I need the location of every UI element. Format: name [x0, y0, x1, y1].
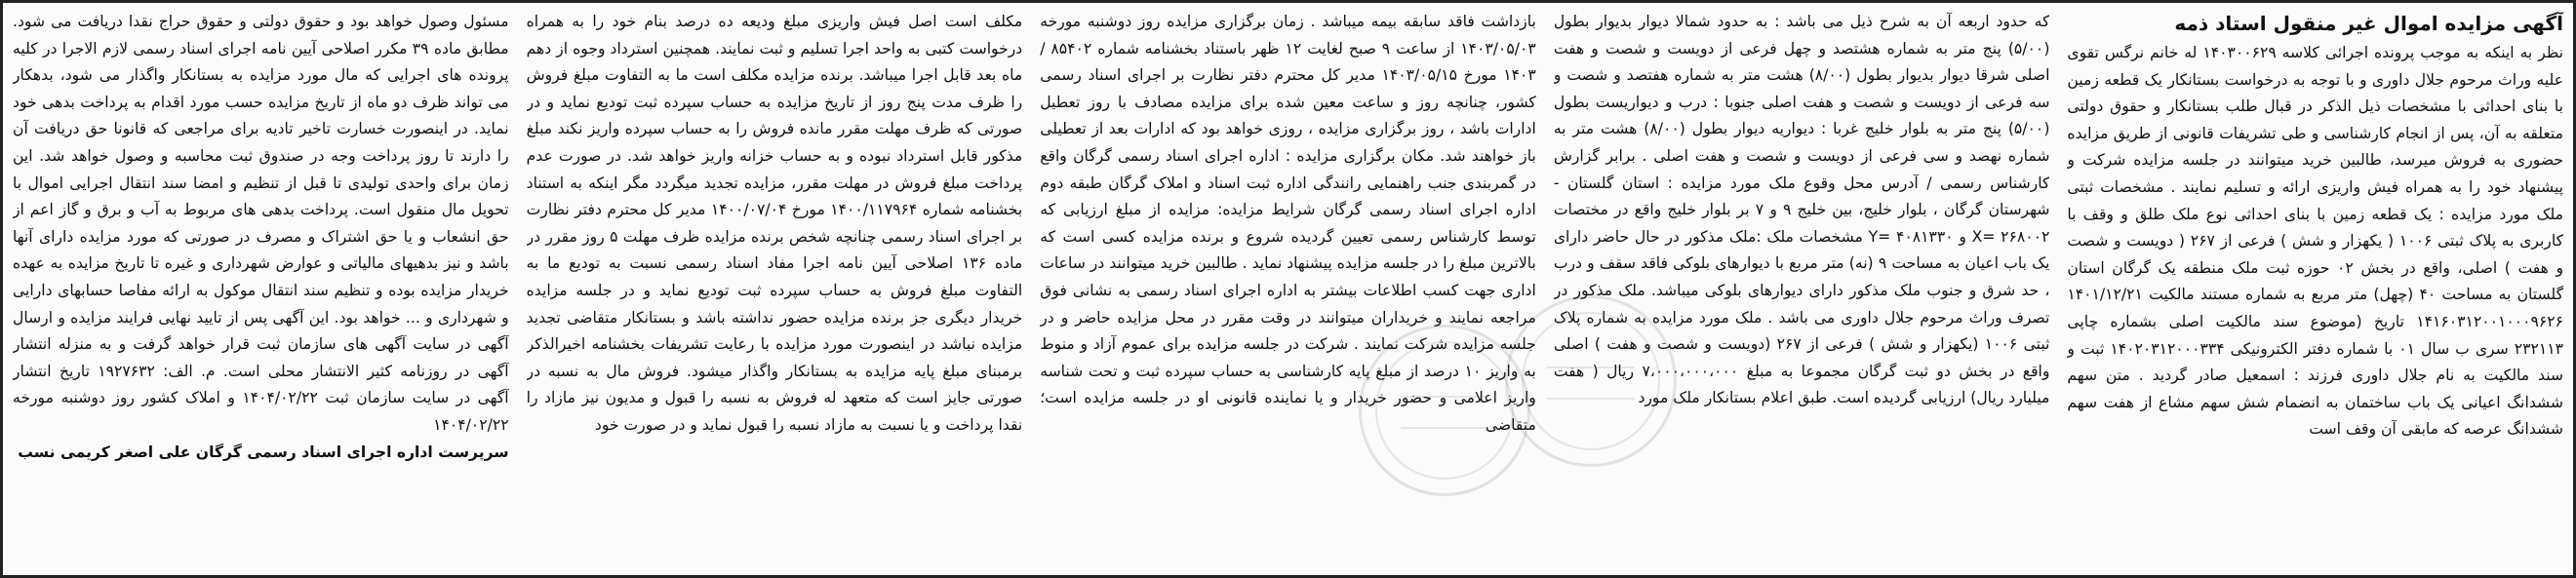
- column-5-text: مسئول وصول خواهد بود و حقوق دولتی و حقوق حراج نقدا دریافت می شود. مطابق ماده ۳۹ مکرر اصلاحی آیین نامه اجرای اسناد رسمی لازم الاجرا در کلیه پرونده های اجرایی که مال مورد مزایده به بستانکار واگذار می شود، بدهکار می تواند ظرف دو ماه از تاریخ مزایده حسب مورد اقدام به پرداخت بدهی خود نماید. در اینصورت خسارت تاخیر تادیه برای مراجعی که قانونا حق دریافت آن را دارند تا روز پرداخت وجه در صندوق ثبت محاسبه و وصول خواهد شد. این زمان برای واحدی تولیدی تا قبل از تنظیم و امضا سند انتقال اجرایی اموال با تحویل مال منقول است. پرداخت بدهی های مربوط به آب و برق و گاز اعم از حق انشعاب و یا حق اشتراک و مصرف در صورتی که مورد مزایده دارای آنها باشد و نیز بدهیهای مالیاتی و عوارض شهرداری و غیره تا تاریخ مزایده به عهده خریدار مزایده بوده و تنظیم سند انتقال موکول به ارائه مفاصا حسابهای دارایی و شهرداری و ... خواهد بود. این آگهی پس از تایید نهایی فرایند مزایده و ارسال آگهی در سایت آگهی های سازمان ثبت قرار خواهد گرفت و به منزله انتشار آگهی در روزنامه کثیر الانتشار محلی است. م. الف: ۱۹۲۷۶۳۲ تاریخ انتشار آگهی در سایت سازمان ثبت ۱۴۰۴/۰۲/۲۲ و املاک کشور روز دوشنبه مورخه ۱۴۰۴/۰۲/۲۲: [13, 13, 509, 434]
- column-3-text: بازداشت فاقد سابقه بیمه میباشد . زمان برگزاری مزایده روز دوشنبه مورخه ۱۴۰۳/۰۵/۰۳ از ساعت ۹ صبح لغایت ۱۲ ظهر باستناد بخشنامه شماره ۸۵۴۰۲ / ۱۴۰۳ مورخ ۱۴۰۳/۰۵/۱۵ مدیر کل محترم دفتر نظارت بر اجرای اسناد رسمی کشور، چنانچه روز و ساعت معین شده برای مزایده مصادف با روز تعطیل ادارات باشد ، روز برگزاری مزایده ، روزی خواهد بود که ادارات بعد از تعطیلی باز خواهند شد. مکان برگزاری مزایده : اداره اجرای اسناد رسمی گرگان واقع در گمربندی جنب راهنمایی رانندگی اداره ثبت اسناد و املاک گرگان طبقه دوم اداره اجرای اسناد رسمی گرگان شرایط مزایده: مزایده از مبلغ ارزیابی که توسط کارشناس رسمی تعیین گردیده شروع و برنده مزایده کسی است که بالاترین مبلغ را در جلسه مزایده پیشنهاد نماید . طالبین خرید میتوانند در ساعات اداری جهت کسب اطلاعات بیشتر به اداره اجرای اسناد رسمی به نشانی فوق مراجعه نمایند و خریداران میتوانند در وقت مقرر در محل مزایده حاضر و در جلسه مزایده شرکت نمایند . شرکت در جلسه مزایده برای عموم آزاد و منوط به واریز ۱۰ درصد از مبلغ پایه کارشناسی به حساب سپرده ثبت و تحت شناسه واریز اعلامی و حضور خریدار و یا نماینده قانونی او در جلسه مزایده است؛ متقاضی: [1040, 13, 1536, 434]
- column-2: [1554, 9, 2050, 569]
- column-1-text: نظر به اینکه به موجب پرونده اجرائی کلاسه ۱۴۰۳۰۰۶۲۹ له خانم نرگس تقوی علیه وراث مرحوم جلال داوری و با توجه به درخواست بستانکار یک قطعه زمین با بنای احداثی با مشخصات ذیل الذکر در قبال طلب بستانکار و حقوق دولتی متعلقه به آن، پس از انجام کارشناسی و طی تشریفات قانونی از طریق مزایده حضوری به فروش میرسد، طالبین خرید میتوانند در جلسه مزایده شرکت و پیشنهاد خود را به همراه فیش واریزی ارائه و تسلیم نمایند . مشخصات ثبتی ملک مورد مزایده : یک قطعه زمین با بنای احداثی نوع ملک طلق و وقف با کاربری به پلاک ثبتی ۱۰۰۶ ( یکهزار و شش ) فرعی از ۲۶۷ ( دویست و شصت و هفت ) اصلی، واقع در بخش ۰۲ حوزه ثبت ملک منطقه یک گرگان استان گلستان به مساحت ۴۰ (چهل) متر مربع به شماره مستند مالکیت ۱۴۰۱/۱۲/۲۱ ۱۴۱۶۰۳۱۲۰۰۱۰۰۰۹۶۲۶ تاریخ (موضوع سند مالکیت اصلی بشماره چاپی ۲۳۲۱۱۳ سری ب سال ۰۱ با شماره دفتر الکترونیکی ۱۴۰۲۰۳۱۲۰۰۰۳۳۴ ثبت و سند مالکیت به نام جلال داوری فرزند : اسمعیل صادر گردید . متن سهم ششدانگ اعیانی یک باب ساختمان به انضمام شش سهم مشاع از هفت سهم ششدانگ عرصه که مابقی آن وقف است: [2067, 44, 2563, 439]
- notice-title: آگهی مزایده اموال غیر منقول استاد ذمه: [2174, 12, 2563, 35]
- notice-columns: [13, 9, 2563, 569]
- signature-line: سرپرست اداره اجرای اسناد رسمی گرگان علی اصغر کریمی نسب: [18, 443, 509, 461]
- column-4: [527, 9, 1023, 569]
- column-4-text: مکلف است اصل فیش واریزی مبلغ ودیعه ده درصد بنام خود را به همراه درخواست کتبی به واحد اجرا تسلیم و ثبت نمایند. همچنین استرداد وجوه از دهم ماه بعد قابل اجرا میباشد. برنده مزایده مکلف است ما به التفاوت مبلغ فروش را ظرف مدت پنج روز از تاریخ مزایده به حساب سپرده ثبت تودیع نماید و در صورتی که ظرف مهلت مقرر مانده فروش را به حساب سپرده واریز نکند مبلغ مذکور قابل استرداد نبوده و به حساب خزانه واریز خواهد شد. در صورت عدم پرداخت مبلغ فروش در مهلت مقرر، مزایده تجدید میگردد مگر اینکه به استناد بخشنامه شماره ۱۴۰۰/۱۱۷۹۶۴ مورخ ۱۴۰۰/۰۷/۰۴ مدیر کل محترم دفتر نظارت بر اجرای اسناد رسمی چنانچه شخص برنده مزایده ظرف مهلت ۵ روز مقرر در ماده ۱۳۶ اصلاحی آیین نامه اجرا مفاد اسناد رسمی نسبت به تودیع ما به التفاوت مبلغ فروش به حساب سپرده ثبت تودیع نماید و در جلسه مزایده خریدار دیگری جز برنده مزایده حضور نداشته باشد و بستانکار متقاضی تجدید مزایده نباشد در اینصورت مورد مزایده با رعایت تشریفات بخشنامه اخیرالذکر برمبنای مبلغ پایه مزایده به بستانکار واگذار میشود. فروش مال به نسبه در صورتی جایز است که متعهد له فروش به نسبه را قبول و مدیون نیز مازاد را نقدا پرداخت و یا نسبت به مازاد نسبه را قبول نماید و در صورت خود: [526, 13, 1023, 434]
- column-2-text: که حدود اربعه آن به شرح ذیل می باشد : به حدود شمالا دیوار بدیوار بطول (۵/۰۰) پنج متر به شماره هشتصد و چهل فرعی از دویست و شصت و هفت اصلی شرقا دیوار بدیوار بطول (۸/۰۰) هشت متر به شماره هفتصد و شصت و سه فرعی از دویست و شصت و هفت اصلی جنوبا : درب و دیواریست بطول (۵/۰۰) پنج متر به بلوار خلیج غربا : دیواریه دیوار بطول (۸/۰۰) هشت متر به شماره نهصد و سی فرعی از دویست و شصت و هفت اصلی . برابر گزارش کارشناس رسمی / آدرس محل وقوع ملک مورد مزایده : استان گلستان - شهرستان گرگان ، بلوار خلیج، بین خلیج ۹ و ۷ بر بلوار خلیج واقع در مختصات X= ۲۶۸۰۰۲ و Y= ۴۰۸۱۳۳۰ مشخصات ملک :ملک مذکور در حال حاضر دارای یک باب اعیان به مساحت ۹ (نه) متر مربع با دیوارهای بلوکی فاقد سقف و درب ، حد شرق و جنوب ملک مذکور دارای دیوارهای بلوکی میباشد. ملک مذکور در تصرف وراث مرحوم جلال داوری می باشد . ملک مورد مزایده به شماره پلاک ثبتی ۱۰۰۶ (یکهزار و شش ) فرعی از ۲۶۷ (دویست و شصت و هفت ) اصلی واقع در بخش دو ثبت گرگان مجموعا به مبلغ ۷،۰۰۰،۰۰۰،۰۰۰ ریال ( هفت میلیارد ریال) ارزیابی گردیده است. طبق اعلام بستانکار ملک مورد: [1553, 13, 2050, 407]
- column-1: [2067, 9, 2563, 569]
- column-5: [13, 9, 509, 569]
- column-3: [1040, 9, 1536, 569]
